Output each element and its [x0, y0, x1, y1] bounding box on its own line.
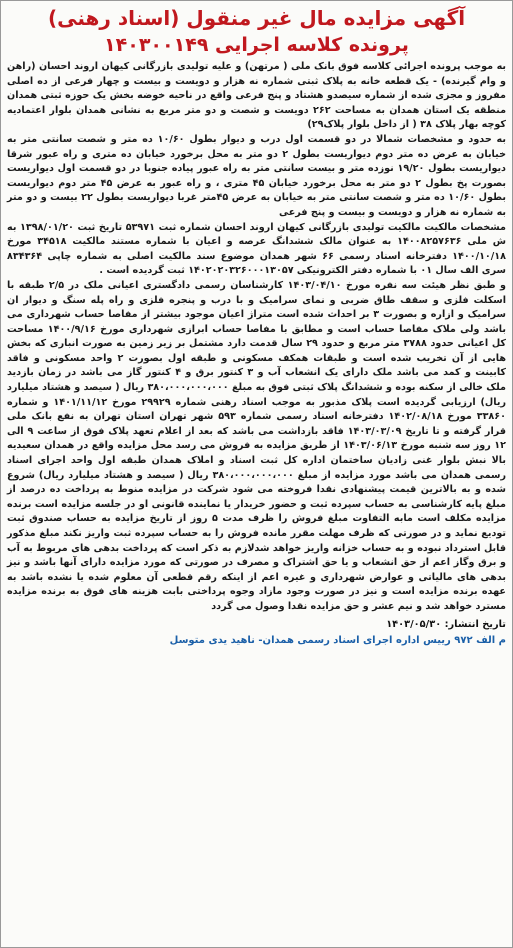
notice-signature: م الف ۹۷۲ رییس اداره اجرای اسناد رسمی همدان- ناهید یدی متوسل [169, 634, 506, 646]
notice-title: آگهی مزایده مال غیر منقول (اسناد رهنی) [47, 6, 466, 30]
paragraph-boundaries: به حدود و مشخصات شمالا در دو قسمت اول درب و دیوار بطول ۱۰/۶۰ ده متر و شصت سانتی متر به خیابان به عرض ده متر دوم دیواریست بطول ۲ دو متر به محل برخورد خیابان ده متری و راه عبور شرقا دیواریست بطول ۱۹/۲۰ نوزده متر و بیست سانتی متر به راه عبور پیاده جنوبا در دو قسمت اول دیواریست بصورت پخ بطول ۲ دو متر به محل برخورد خیابان ۴۵ متری ، و راه عبور به عرض ۴۵ متر دوم دیواریست بطول ۱۰/۶۰ ده متر و شصت سانتی متر به خیابان به عرض ۴۵متر غربا دیواریست بطول ۲۲ بیست و دو متر به شماره نه هزار و دویست و بیست و پنج فرعی [7, 133, 506, 218]
publish-date: تاریخ انتشار: ۱۴۰۳/۰۵/۳۰ [386, 618, 506, 630]
notice-subtitle: پرونده کلاسه اجرایی ۱۴۰۳۰۰۱۴۹ [104, 34, 409, 56]
notice-body [7, 60, 506, 615]
paragraph-appraisal: و طبق نظر هیئت سه نفره مورخ ۱۴۰۳/۰۴/۱۰ کارشناسان رسمی دادگستری اعیانی ملک در ۲/۵ طبقه با اسکلت فلزی و سقف طاق ضربی و نمای سرامیک و با درب و پنجره فلزی و راه پله سنگ و دیوار ان سرامیک و ازاره و بصورت ۳ بر احداث شده است متراژ اعیان موجود بیشتر از مفاصا حساب شهرداری می باشد ولی ملاک مفاصا حساب است و مطابق با مفاصا حساب ابرازی شهرداری مورخ ۱۴۰۰/۹/۱۶ مساحت کل اعیانی حدود ۳۷۸۸ متر مربع و حدود ۲۹ سال قدمت دارد مشتمل بر زیر زمین به صورت انباری که بخش هایی از آن تخریب شده است و طبقات همکف مسکونی و طبقه اول بصورت ۲ واحد مسکونی و فاقد کابینت و کمد می باشد ملک دارای یک انشعاب آب و ۳ کنتور برق و ۴ کنتور گاز می باشد در زمان بازدید ملک خالی از سکنه بوده و ششدانگ پلاک ثبتی فوق به مبلغ ۳۸۰،۰۰۰،۰۰۰،۰۰۰ ریال ( سیصد و هشتاد میلیارد ریال) ارزیابی گردیده است پلاک مذبور به موجب اسناد رهنی شماره ۲۹۹۲۹ مورخ ۱۴۰۱/۱۱/۱۲ و شماره ۳۳۸۶۰ مورخ ۱۴۰۲/۰۸/۱۸ دفترخانه اسناد رسمی شماره ۵۹۳ شهر تهران استان تهران به نفع بانک ملی قرار گرفته و تا تاریخ ۱۴۰۳/۰۳/۰۹ فاقد بازداشت می باشد که بعد از اعلام تعهد پلاک فوق از ساعت ۹ الی ۱۲ روز سه شنبه مورخ ۱۴۰۳/۰۶/۱۳ از طریق مزایده به فروش می رسد محل مزایده واقع در همدان سعیدیه بالا نبش بلوار غنی زادیان ساختمان اداره کل ثبت اسناد و املاک همدان طبقه اول واحد اجرای اسناد رسمی همدان می باشد مورد مزایده از مبلغ ۳۸۰،۰۰۰،۰۰۰،۰۰۰ ریال ( سیصد و هشتاد میلیارد ریال) شروع شده و به بالاترین قیمت پیشنهادی نقدا فروخته می شود شرکت در مزایده منوط به پرداخت ده درصد از مبلغ پایه کارشناسی به حساب سپرده ثبت و حضور خریدار یا نماینده قانونی او در جلسه مزایده است برنده مزایده مکلف است مابه التفاوت مبلغ فروش را ظرف مدت ۵ روز از تاریخ مزایده به حساب صندوق ثبت تودیع نماید و در صورتی که ظرف مهلت مقرر مانده فروش را به حساب سپرده ثبت واریز نکند مبلغ مذکور قابل استرداد نبوده و به حساب خزانه واریز خواهد شدلازم به ذکر است که پرداخت بدهی های مربوط به آب و برق وگاز اعم از حق انشعاب و یا حق اشتراک و مصرف در صورتی که مورد مزایده دارای آنها باشد و نیز بدهی های مالیاتی و عوارض شهرداری و غیره اعم از اینکه رقم قطعی آن معلوم شده یا نشده باشد به عهده برنده مزایده است و نیز در صورت وجود مازاد وجوه پرداختی بابت هزینه های فوق به برنده مزایده مسترد خواهد شد و نیم عشر و حق مزایده نقدا وصول می گردد [7, 279, 507, 612]
paragraph-property: به موجب پرونده اجرائی کلاسه فوق بانک ملی ( مرتهن) و علیه تولیدی بازرگانی کیهان اروند احسان (راهن و وام گیرنده) - یک قطعه خانه به پلاک ثبتی شماره نه هزار و دویست و بیست و چهار فرعی از ده اصلی مفروز و مجزی شده از شماره سیصدو هشتاد و پنج فرعی واقع در ناحیه خوضه بخش یک حوزه ثبتی همدان منطقه یک استان همدان به مساحت ۲۶۲ دویست و شصت و دو متر مربع به نشانی همدان بلوار اعتمادیه کوچه بهار پلاک ۳۸ ( از داخل بلوار پلاک۲۹) [7, 61, 507, 131]
paragraph-ownership: مشخصات مالکیت مالکیت تولیدی بازرگانی کیهان اروند احسان شماره ثبت ۵۳۹۷۱ تاریخ ثبت ۱۳۹۸/۰۱/۲۰ به ش ملی ۱۴۰۰۸۲۵۷۶۳۶ به عنوان مالک ششدانگ عرصه و اعیان با شماره مستند مالکیت ۳۴۵۱۸ مورخ ۱۴۰۰/۱۰/۱۸ دفترخانه اسناد رسمی ۶۶ شهر همدان موضوع سند مالکیت اصلی به شماره چاپی ۸۳۴۳۶۴ سری الف سال ۰۱ با شماره دفتر الکترونیکی ۱۴۰۲۰۲۰۳۲۶۰۰۰۱۳۰۵۷ ثبت گردیده است . [7, 221, 507, 277]
